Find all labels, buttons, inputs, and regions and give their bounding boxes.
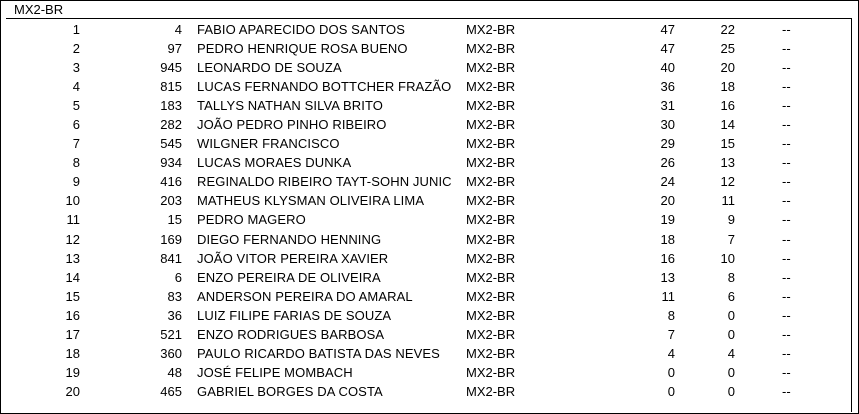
rider-number-cell: 83 (167, 288, 182, 304)
position-cell: 10 (65, 193, 80, 209)
rider-number-cell: 282 (160, 117, 182, 133)
points-cell: 11 (661, 288, 675, 304)
gap-cell: -- (782, 307, 791, 323)
rider-name-cell: LUCAS MORAES DUNKA (197, 155, 352, 171)
wins-cell: 16 (720, 98, 735, 114)
rider-name-cell: PAULO RICARDO BATISTA DAS NEVES (197, 345, 440, 361)
category-cell: MX2-BR (466, 231, 516, 247)
rider-number-cell: 360 (160, 345, 182, 361)
gap-cell: -- (782, 41, 791, 57)
rider-number-cell: 183 (160, 98, 182, 114)
table-row (0, 287, 851, 306)
position-cell: 6 (72, 117, 80, 133)
points-cell: 0 (667, 364, 675, 380)
category-cell: MX2-BR (466, 174, 516, 190)
rider-number-cell: 416 (160, 174, 182, 190)
wins-cell: 0 (727, 364, 735, 380)
rider-name-cell: ENZO PEREIRA DE OLIVEIRA (197, 269, 381, 285)
wins-cell: 15 (720, 136, 735, 152)
rider-name-cell: GABRIEL BORGES DA COSTA (197, 383, 383, 399)
header-divider (6, 18, 851, 19)
position-cell: 13 (65, 250, 80, 266)
table-row (0, 230, 851, 249)
points-cell: 19 (660, 212, 675, 228)
points-cell: 36 (660, 79, 675, 95)
table-row (0, 58, 851, 77)
rider-name-cell: JOÃO VITOR PEREIRA XAVIER (197, 250, 389, 266)
gap-cell: -- (782, 22, 791, 37)
rider-number-cell: 6 (174, 269, 182, 285)
rider-number-cell: 945 (160, 60, 182, 76)
rider-name-cell: JOSÉ FELIPE MOMBACH (197, 364, 353, 380)
category-cell: MX2-BR (466, 288, 516, 304)
points-cell: 0 (667, 383, 675, 399)
table-row (0, 39, 851, 58)
points-cell: 29 (660, 136, 675, 152)
gap-cell: -- (782, 136, 791, 152)
points-cell: 47 (660, 22, 675, 37)
table-row (0, 172, 851, 191)
gap-cell: -- (782, 60, 791, 76)
category-title: MX2-BR (14, 2, 64, 17)
category-cell: MX2-BR (466, 383, 516, 399)
wins-cell: 20 (720, 60, 735, 76)
table-row (0, 268, 851, 287)
gap-cell: -- (782, 288, 791, 304)
rider-name-cell: LUCAS FERNANDO BOTTCHER FRAZÃO (197, 79, 452, 95)
category-cell: MX2-BR (466, 212, 516, 228)
points-cell: 24 (660, 174, 675, 190)
table-row (0, 325, 851, 344)
position-cell: 5 (72, 98, 80, 114)
wins-cell: 11 (721, 193, 735, 209)
category-cell: MX2-BR (466, 117, 516, 133)
wins-cell: 22 (720, 22, 735, 37)
gap-cell: -- (782, 79, 791, 95)
rider-number-cell: 465 (160, 383, 182, 399)
rider-name-cell: WILGNER FRANCISCO (197, 136, 340, 152)
points-cell: 47 (660, 41, 675, 57)
rider-name-cell: LEONARDO DE SOUZA (197, 60, 342, 76)
table-row (0, 134, 851, 153)
category-cell: MX2-BR (466, 98, 516, 114)
table-row (0, 191, 851, 210)
wins-cell: 14 (720, 117, 735, 133)
points-cell: 13 (660, 269, 675, 285)
wins-cell: 9 (727, 212, 735, 228)
rider-name-cell: REGINALDO RIBEIRO TAYT-SOHN JUNIC (197, 174, 452, 190)
category-cell: MX2-BR (466, 60, 516, 76)
table-row (0, 153, 851, 172)
rider-name-cell: JOÃO PEDRO PINHO RIBEIRO (197, 117, 387, 133)
rider-name-cell: ENZO RODRIGUES BARBOSA (197, 326, 385, 342)
rider-number-cell: 169 (160, 231, 182, 247)
position-cell: 11 (66, 212, 80, 228)
wins-cell: 18 (720, 79, 735, 95)
points-cell: 31 (660, 98, 675, 114)
rider-name-cell: MATHEUS KLYSMAN OLIVEIRA LIMA (197, 193, 425, 209)
rider-name-cell: FABIO APARECIDO DOS SANTOS (197, 22, 406, 37)
position-cell: 9 (72, 174, 80, 190)
position-cell: 19 (65, 364, 80, 380)
position-cell: 8 (72, 155, 80, 171)
rider-name-cell: TALLYS NATHAN SILVA BRITO (197, 98, 383, 114)
position-cell: 12 (65, 231, 80, 247)
points-cell: 4 (667, 345, 675, 361)
position-cell: 7 (72, 136, 80, 152)
table-row (0, 77, 851, 96)
gap-cell: -- (782, 345, 791, 361)
gap-cell: -- (782, 364, 791, 380)
table-row (0, 382, 851, 401)
points-cell: 30 (660, 117, 675, 133)
points-cell: 18 (660, 231, 675, 247)
table-row (0, 115, 851, 134)
category-cell: MX2-BR (466, 345, 516, 361)
rider-number-cell: 841 (160, 250, 182, 266)
category-cell: MX2-BR (466, 41, 516, 57)
category-cell: MX2-BR (466, 364, 516, 380)
category-cell: MX2-BR (466, 136, 516, 152)
position-cell: 3 (72, 60, 80, 76)
gap-cell: -- (782, 231, 791, 247)
right-border (851, 18, 852, 412)
rider-number-cell: 48 (167, 364, 182, 380)
gap-cell: -- (782, 117, 791, 133)
wins-cell: 0 (727, 383, 735, 399)
table-row (0, 96, 851, 115)
points-cell: 26 (660, 155, 675, 171)
position-cell: 4 (72, 79, 80, 95)
category-cell: MX2-BR (466, 155, 516, 171)
points-cell: 8 (667, 307, 675, 323)
rider-number-cell: 521 (160, 326, 182, 342)
category-cell: MX2-BR (466, 79, 516, 95)
rider-number-cell: 203 (160, 193, 182, 209)
wins-cell: 25 (720, 41, 735, 57)
category-cell: MX2-BR (466, 269, 516, 285)
position-cell: 16 (65, 307, 80, 323)
rider-number-cell: 15 (167, 212, 182, 228)
table-row (0, 344, 851, 363)
gap-cell: -- (782, 269, 791, 285)
wins-cell: 0 (727, 307, 735, 323)
table-row (0, 363, 851, 382)
points-cell: 40 (660, 60, 675, 76)
position-cell: 18 (65, 345, 80, 361)
rider-name-cell: PEDRO MAGERO (197, 212, 306, 228)
rider-number-cell: 97 (167, 41, 182, 57)
wins-cell: 8 (727, 269, 735, 285)
position-cell: 2 (72, 41, 80, 57)
rider-number-cell: 934 (160, 155, 182, 171)
rider-name-cell: ANDERSON PEREIRA DO AMARAL (197, 288, 413, 304)
points-cell: 20 (660, 193, 675, 209)
position-cell: 1 (72, 22, 80, 37)
rider-name-cell: DIEGO FERNANDO HENNING (197, 231, 382, 247)
rider-number-cell: 36 (167, 307, 182, 323)
rider-name-cell: PEDRO HENRIQUE ROSA BUENO (197, 41, 408, 57)
gap-cell: -- (782, 383, 791, 399)
category-cell: MX2-BR (466, 307, 516, 323)
points-cell: 7 (667, 326, 675, 342)
rider-number-cell: 545 (160, 136, 182, 152)
gap-cell: -- (782, 98, 791, 114)
results-table (0, 20, 851, 401)
table-row (0, 210, 851, 229)
category-cell: MX2-BR (466, 193, 516, 209)
position-cell: 14 (65, 269, 80, 285)
wins-cell: 6 (727, 288, 735, 304)
wins-cell: 10 (720, 250, 735, 266)
gap-cell: -- (782, 174, 791, 190)
category-cell: MX2-BR (466, 22, 516, 37)
table-row (0, 249, 851, 268)
wins-cell: 4 (727, 345, 735, 361)
gap-cell: -- (782, 155, 791, 171)
gap-cell: -- (782, 212, 791, 228)
category-cell: MX2-BR (466, 250, 516, 266)
gap-cell: -- (782, 326, 791, 342)
table-row (0, 306, 851, 325)
gap-cell: -- (782, 250, 791, 266)
wins-cell: 13 (720, 155, 735, 171)
gap-cell: -- (782, 193, 791, 209)
position-cell: 15 (65, 288, 80, 304)
category-cell: MX2-BR (466, 326, 516, 342)
rider-number-cell: 4 (174, 22, 182, 37)
rider-name-cell: LUIZ FILIPE FARIAS DE SOUZA (197, 307, 392, 323)
table-row (0, 20, 851, 39)
points-cell: 16 (660, 250, 675, 266)
rider-number-cell: 815 (160, 79, 182, 95)
position-cell: 17 (65, 326, 80, 342)
wins-cell: 0 (727, 326, 735, 342)
wins-cell: 12 (720, 174, 735, 190)
wins-cell: 7 (727, 231, 735, 247)
position-cell: 20 (65, 383, 80, 399)
